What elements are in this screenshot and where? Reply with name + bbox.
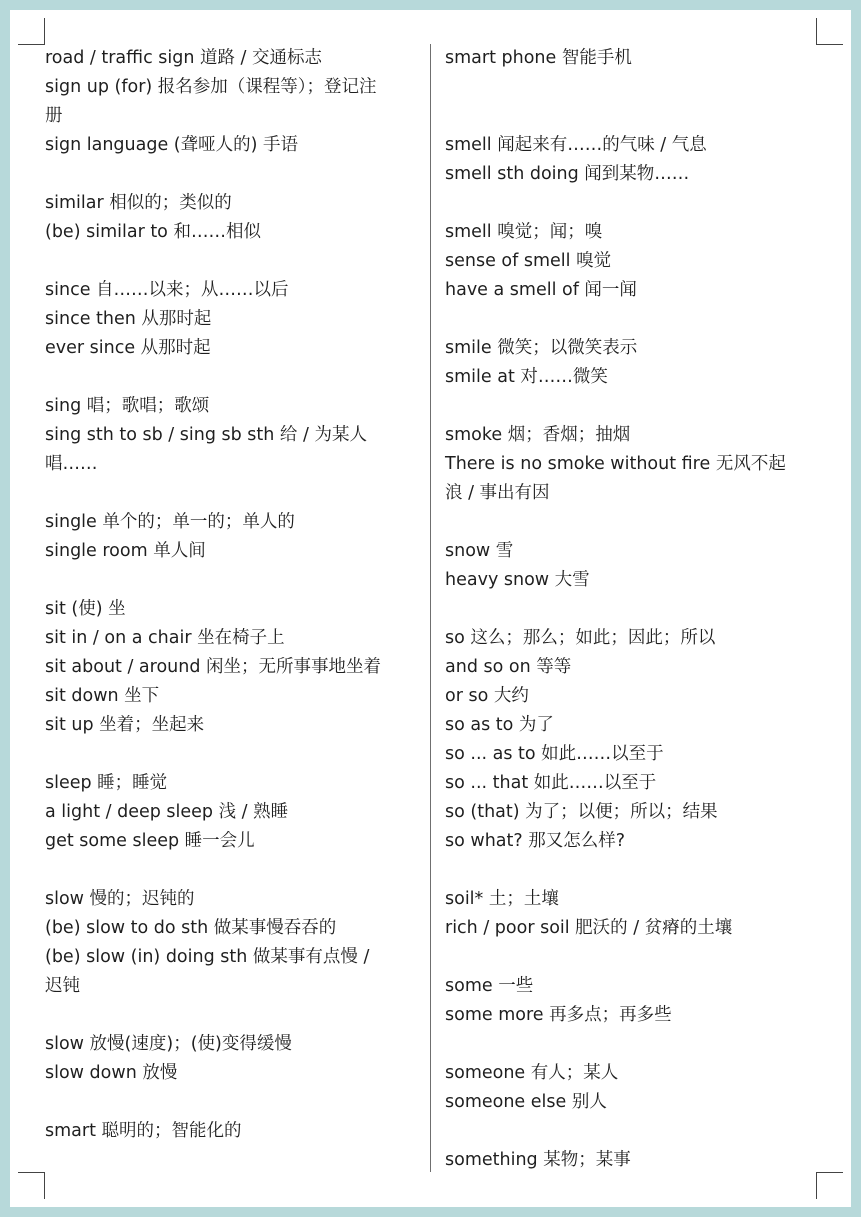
vocab-line: sense of smell 嗅觉: [445, 251, 612, 271]
vocab-line: sit in / on a chair 坐在椅子上: [45, 628, 285, 648]
corner-mark-bottom-right: [816, 1172, 843, 1199]
blank-line: [45, 160, 423, 189]
vocab-line: someone 有人；某人: [445, 1063, 619, 1083]
vocab-line: sing 唱；歌唱；歌颂: [45, 396, 210, 416]
vocab-line: 浪 / 事出有因: [445, 483, 550, 503]
vocab-line: and so on 等等: [445, 657, 572, 677]
vocab-line: or so 大约: [445, 686, 529, 706]
blank-line: [445, 305, 833, 334]
vocab-line: snow 雪: [445, 541, 514, 561]
vocab-line: a light / deep sleep 浅 / 熟睡: [45, 802, 289, 822]
vocab-line: 唱……: [45, 454, 98, 474]
corner-mark-bottom-left: [18, 1172, 45, 1199]
column-divider: [430, 44, 431, 1172]
vocab-line: sleep 睡；睡觉: [45, 773, 168, 793]
vocabulary-page: [10, 10, 851, 1207]
blank-line: [445, 508, 833, 537]
vocab-line: (be) similar to 和……相似: [45, 222, 261, 242]
blank-line: [445, 1117, 833, 1146]
vocab-line: similar 相似的；类似的: [45, 193, 232, 213]
vocab-line: soil* 土；土壤: [445, 889, 559, 909]
vocab-line: so 这么；那么；如此；因此；所以: [445, 628, 716, 648]
vocab-line: smile 微笑；以微笑表示: [445, 338, 638, 358]
vocab-line: so what? 那又怎么样?: [445, 831, 626, 851]
vocab-line: (be) slow (in) doing sth 做某事有点慢 /: [45, 947, 370, 967]
vocab-line: sit up 坐着；坐起来: [45, 715, 205, 735]
vocab-line: single room 单人间: [45, 541, 206, 561]
blank-line: [45, 740, 423, 769]
blank-line: [45, 566, 423, 595]
vocab-line: smile at 对……微笑: [445, 367, 608, 387]
vocab-line: sign up (for) 报名参加（课程等）；登记注: [45, 77, 377, 97]
vocab-line: 册: [45, 106, 63, 126]
vocab-line: smart phone 智能手机: [445, 48, 632, 68]
right-column: [445, 44, 833, 1175]
corner-mark-top-right: [816, 18, 843, 45]
vocab-line: sit (使) 坐: [45, 599, 126, 619]
vocab-line: something 某物；某事: [445, 1150, 631, 1170]
vocab-line: some more 再多点；再多些: [445, 1005, 672, 1025]
vocab-line: single 单个的；单一的；单人的: [45, 512, 295, 532]
blank-line: [445, 943, 833, 972]
blank-line: [445, 595, 833, 624]
vocab-line: have a smell of 闻一闻: [445, 280, 637, 300]
vocab-line: get some sleep 睡一会儿: [45, 831, 255, 851]
vocab-line: so as to 为了: [445, 715, 554, 735]
vocab-line: sit down 坐下: [45, 686, 160, 706]
blank-line: [445, 189, 833, 218]
blank-line: [45, 1001, 423, 1030]
vocab-line: road / traffic sign 道路 / 交通标志: [45, 48, 323, 68]
corner-mark-top-left: [18, 18, 45, 45]
vocab-line: smoke 烟；香烟；抽烟: [445, 425, 631, 445]
vocab-line: smell 闻起来有……的气味 / 气息: [445, 135, 707, 155]
vocab-line: since then 从那时起: [45, 309, 212, 329]
vocab-line: smell 嗅觉；闻；嗅: [445, 222, 603, 242]
vocab-line: 迟钝: [45, 976, 80, 996]
vocab-line: rich / poor soil 肥沃的 / 贫瘠的土壤: [445, 918, 733, 938]
blank-line: [45, 479, 423, 508]
vocab-line: since 自……以来；从……以后: [45, 280, 289, 300]
vocab-line: smell sth doing 闻到某物……: [445, 164, 690, 184]
vocab-line: heavy snow 大雪: [445, 570, 590, 590]
vocab-line: someone else 别人: [445, 1092, 607, 1112]
vocab-line: ever since 从那时起: [45, 338, 211, 358]
vocab-line: sit about / around 闲坐；无所事事地坐着: [45, 657, 382, 677]
vocab-line: sing sth to sb / sing sb sth 给 / 为某人: [45, 425, 367, 445]
blank-line: [45, 363, 423, 392]
blank-line: [445, 102, 833, 131]
vocab-line: (be) slow to do sth 做某事慢吞吞的: [45, 918, 337, 938]
vocab-line: so ... that 如此……以至于: [445, 773, 657, 793]
vocab-line: some 一些: [445, 976, 534, 996]
blank-line: [445, 1030, 833, 1059]
vocab-line: sign language (聋哑人的) 手语: [45, 135, 298, 155]
blank-line: [45, 1088, 423, 1117]
blank-line: [445, 73, 833, 102]
vocab-line: slow down 放慢: [45, 1063, 178, 1083]
vocab-line: slow 放慢(速度)；(使)变得缓慢: [45, 1034, 292, 1054]
left-column: [45, 44, 423, 1146]
vocab-line: There is no smoke without fire 无风不起: [445, 454, 786, 474]
blank-line: [445, 856, 833, 885]
blank-line: [45, 247, 423, 276]
vocab-line: slow 慢的；迟钝的: [45, 889, 195, 909]
vocab-line: so (that) 为了；以便；所以；结果: [445, 802, 718, 822]
blank-line: [445, 392, 833, 421]
vocab-line: so ... as to 如此……以至于: [445, 744, 664, 764]
vocab-line: smart 聪明的；智能化的: [45, 1121, 242, 1141]
blank-line: [45, 856, 423, 885]
